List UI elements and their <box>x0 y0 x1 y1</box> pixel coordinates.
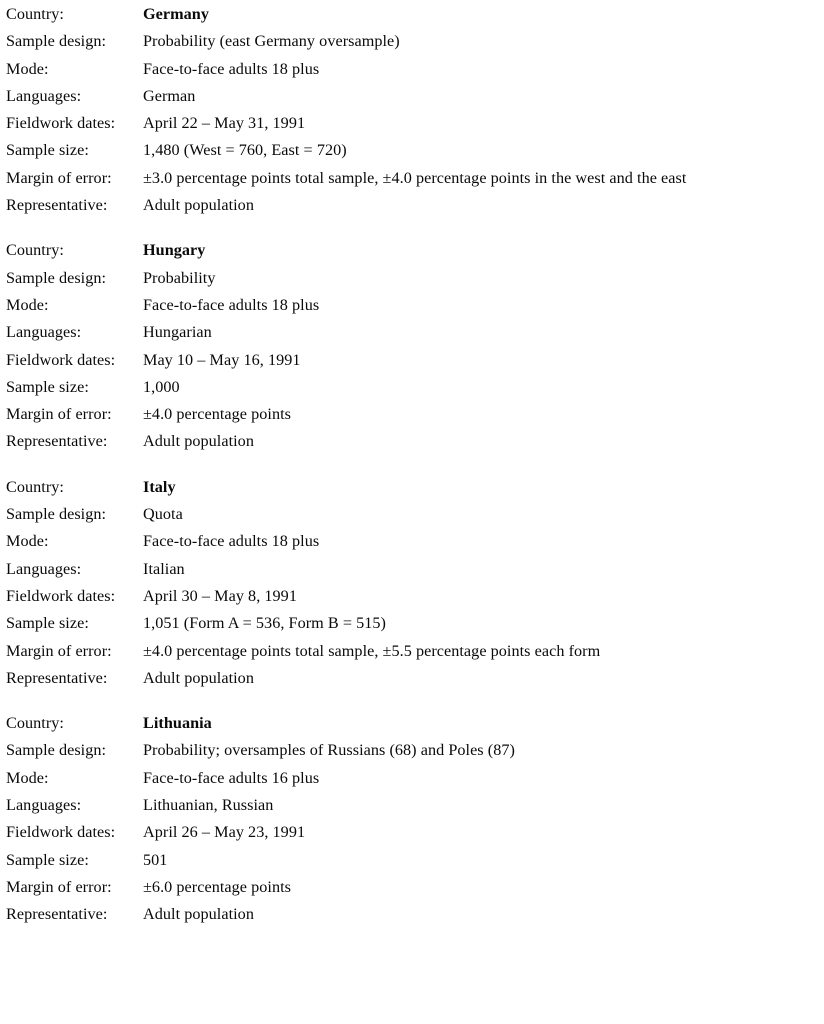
field-row-sample-size <box>6 610 818 637</box>
field-label-sample-design: Sample design: <box>6 268 107 287</box>
field-value-representative: Adult population <box>143 432 254 451</box>
field-label-sample-design: Sample design: <box>6 741 107 760</box>
field-row-country <box>6 474 818 501</box>
field-value-fieldwork-dates: April 22 – May 31, 1991 <box>143 114 306 133</box>
field-row-fieldwork-dates <box>6 110 818 137</box>
field-value-mode: Face-to-face adults 18 plus <box>143 59 320 78</box>
field-row-representative <box>6 192 818 219</box>
field-value-mode: Face-to-face adults 18 plus <box>143 532 320 551</box>
field-row-mode <box>6 528 818 555</box>
field-label-fieldwork-dates: Fieldwork dates: <box>6 114 116 133</box>
field-label-representative: Representative: <box>6 432 108 451</box>
field-row-country <box>6 1 818 28</box>
field-row-representative <box>6 428 818 455</box>
field-row-country <box>6 710 818 737</box>
field-value-mode: Face-to-face adults 16 plus <box>143 768 320 787</box>
field-row-sample-design <box>6 28 818 55</box>
field-row-sample-size <box>6 374 818 401</box>
country-block <box>6 1 818 219</box>
field-label-representative: Representative: <box>6 668 108 687</box>
field-row-languages <box>6 556 818 583</box>
country-block <box>6 237 818 455</box>
field-row-fieldwork-dates <box>6 819 818 846</box>
field-value-sample-design: Probability <box>143 268 216 287</box>
field-label-mode: Mode: <box>6 768 49 787</box>
field-row-country <box>6 237 818 264</box>
field-row-margin-of-error <box>6 638 818 665</box>
field-value-sample-design: Quota <box>143 505 183 524</box>
field-row-mode <box>6 765 818 792</box>
field-value-margin-of-error: ±3.0 percentage points total sample, ±4.0 percentage points in the west and the east <box>143 168 687 187</box>
field-row-margin-of-error <box>6 874 818 901</box>
field-value-languages: Lithuanian, Russian <box>143 796 274 815</box>
field-label-languages: Languages: <box>6 559 82 578</box>
field-value-sample-size: 1,051 (Form A = 536, Form B = 515) <box>143 614 387 633</box>
field-value-country: Hungary <box>143 241 206 260</box>
field-label-country: Country: <box>6 241 64 260</box>
field-value-representative: Adult population <box>143 668 254 687</box>
field-label-fieldwork-dates: Fieldwork dates: <box>6 350 116 369</box>
field-label-representative: Representative: <box>6 196 108 215</box>
field-value-languages: German <box>143 86 196 105</box>
field-label-languages: Languages: <box>6 796 82 815</box>
field-value-country: Lithuania <box>143 714 212 733</box>
field-label-margin-of-error: Margin of error: <box>6 877 112 896</box>
field-label-fieldwork-dates: Fieldwork dates: <box>6 586 116 605</box>
field-value-fieldwork-dates: April 26 – May 23, 1991 <box>143 823 306 842</box>
field-label-mode: Mode: <box>6 532 49 551</box>
field-label-country: Country: <box>6 5 64 23</box>
field-label-margin-of-error: Margin of error: <box>6 168 112 187</box>
field-value-sample-size: 1,000 <box>143 377 180 396</box>
field-row-sample-design <box>6 737 818 764</box>
field-row-sample-design <box>6 265 818 292</box>
field-row-margin-of-error <box>6 165 818 192</box>
field-row-representative <box>6 665 818 692</box>
field-label-representative: Representative: <box>6 905 108 924</box>
field-label-margin-of-error: Margin of error: <box>6 641 112 660</box>
field-label-sample-design: Sample design: <box>6 32 107 51</box>
field-value-country: Italy <box>143 477 176 496</box>
field-row-margin-of-error <box>6 401 818 428</box>
field-value-representative: Adult population <box>143 905 254 924</box>
field-value-sample-size: 501 <box>143 850 168 869</box>
field-label-mode: Mode: <box>6 59 49 78</box>
field-label-sample-size: Sample size: <box>6 377 89 396</box>
field-label-sample-size: Sample size: <box>6 850 89 869</box>
field-value-languages: Hungarian <box>143 323 212 342</box>
field-label-fieldwork-dates: Fieldwork dates: <box>6 823 116 842</box>
field-row-mode <box>6 292 818 319</box>
field-value-sample-design: Probability (east Germany oversample) <box>143 32 400 51</box>
field-value-margin-of-error: ±4.0 percentage points total sample, ±5.5 percentage points each form <box>143 641 601 660</box>
field-row-fieldwork-dates <box>6 583 818 610</box>
country-block <box>6 474 818 692</box>
field-row-sample-size <box>6 137 818 164</box>
field-label-mode: Mode: <box>6 295 49 314</box>
field-value-country: Germany <box>143 5 209 23</box>
field-label-country: Country: <box>6 477 64 496</box>
field-label-country: Country: <box>6 714 64 733</box>
field-row-sample-size <box>6 847 818 874</box>
field-label-languages: Languages: <box>6 86 82 105</box>
field-row-languages <box>6 319 818 346</box>
country-block <box>6 710 818 928</box>
field-value-margin-of-error: ±4.0 percentage points <box>143 405 291 424</box>
field-value-fieldwork-dates: May 10 – May 16, 1991 <box>143 350 301 369</box>
field-row-sample-design <box>6 501 818 528</box>
field-value-sample-size: 1,480 (West = 760, East = 720) <box>143 141 347 160</box>
field-label-languages: Languages: <box>6 323 82 342</box>
field-row-languages <box>6 83 818 110</box>
field-label-sample-size: Sample size: <box>6 141 89 160</box>
field-row-languages <box>6 792 818 819</box>
field-value-sample-design: Probability; oversamples of Russians (68) and Poles (87) <box>143 741 515 760</box>
field-value-fieldwork-dates: April 30 – May 8, 1991 <box>143 586 297 605</box>
field-label-sample-size: Sample size: <box>6 614 89 633</box>
field-row-representative <box>6 901 818 928</box>
field-value-representative: Adult population <box>143 196 254 215</box>
field-value-mode: Face-to-face adults 18 plus <box>143 295 320 314</box>
field-label-sample-design: Sample design: <box>6 505 107 524</box>
field-label-margin-of-error: Margin of error: <box>6 405 112 424</box>
field-row-mode <box>6 56 818 83</box>
field-row-fieldwork-dates <box>6 347 818 374</box>
field-value-languages: Italian <box>143 559 185 578</box>
field-value-margin-of-error: ±6.0 percentage points <box>143 877 291 896</box>
